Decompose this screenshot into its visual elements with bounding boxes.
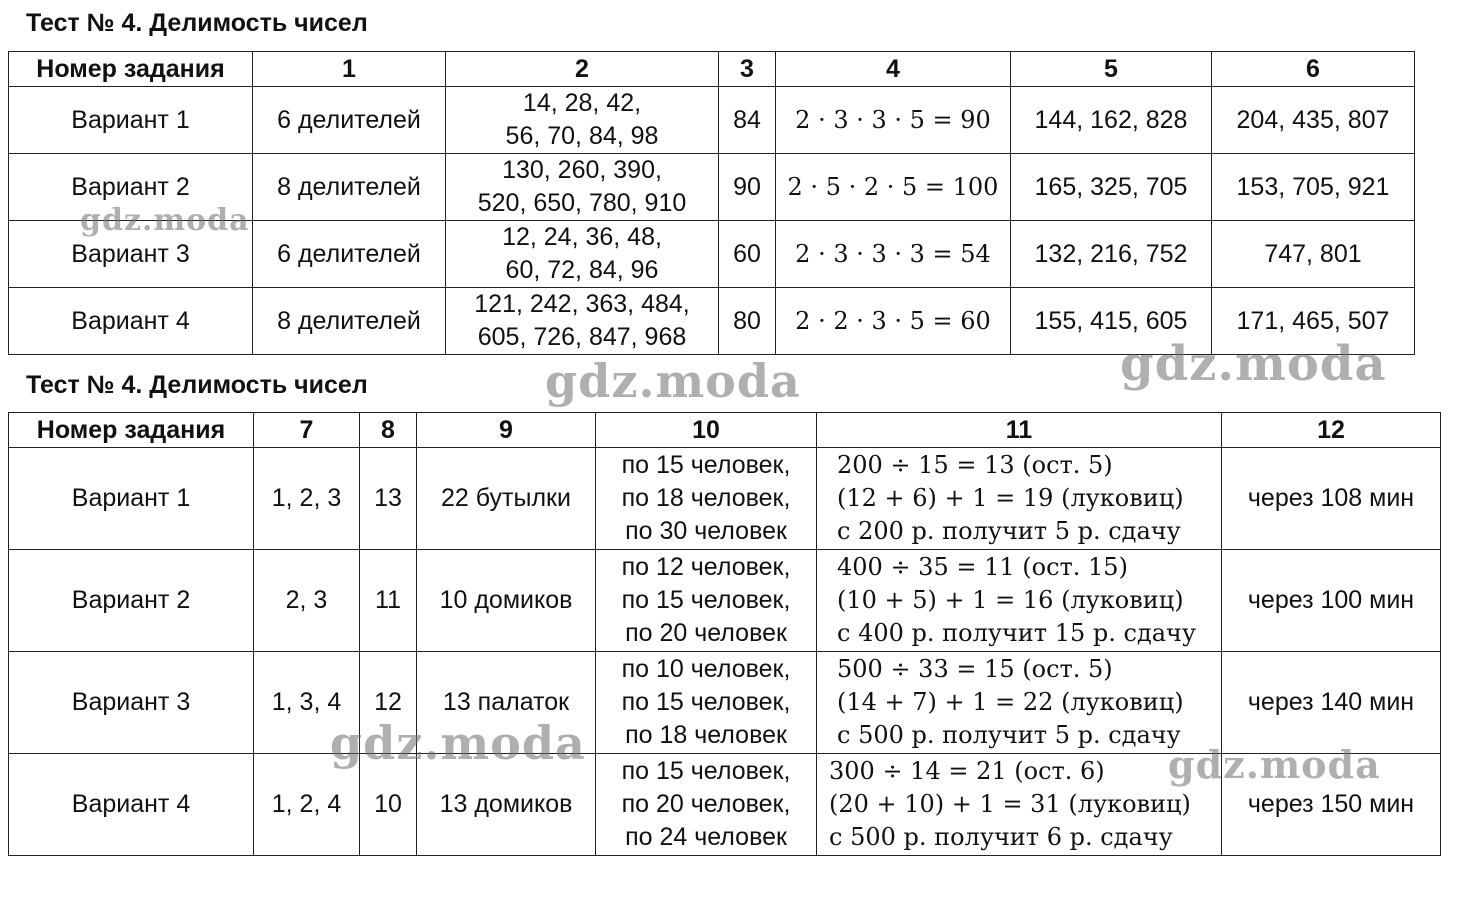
answer-cell: 132, 216, 752 (1011, 221, 1212, 288)
watermark-logo: gdz.moda (545, 354, 801, 408)
variant-cell: Вариант 4 (9, 288, 253, 355)
answer-cell: 747, 801 (1212, 221, 1415, 288)
answer-cell: через 100 мин (1222, 550, 1441, 652)
variant-cell: Вариант 1 (9, 87, 253, 154)
variant-cell: Вариант 2 (9, 550, 254, 652)
answer-cell: 84 (719, 87, 776, 154)
table-row (9, 87, 1415, 154)
answer-cell: через 140 мин (1222, 652, 1441, 754)
table-row (9, 550, 1441, 652)
answer-cell: 6 делителей (253, 87, 446, 154)
answers-table-2 (8, 412, 1441, 856)
answer-cell: по 12 человек, по 15 человек, по 20 человек (596, 550, 817, 652)
watermark-logo: gdz.moda (80, 203, 250, 238)
answer-cell: 300 ÷ 14 = 21 (ост. 6) (20 + 10) + 1 = 31 (луковиц) с 500 р. получит 6 р. сдачу (817, 754, 1222, 856)
answer-cell: 204, 435, 807 (1212, 87, 1415, 154)
header-cell: 10 (596, 413, 817, 448)
header-cell: 11 (817, 413, 1222, 448)
answer-cell: 2 · 3 · 3 · 5 = 90 (776, 87, 1011, 154)
answer-cell: 1, 2, 3 (254, 448, 360, 550)
table-header-row (9, 413, 1441, 448)
variant-cell: Вариант 2 (9, 154, 253, 221)
answer-cell: по 15 человек, по 18 человек, по 30 человек (596, 448, 817, 550)
table-header-row (9, 52, 1415, 87)
header-cell: Номер задания (9, 413, 254, 448)
table-row (9, 288, 1415, 355)
table-row (9, 448, 1441, 550)
header-cell: 12 (1222, 413, 1441, 448)
header-cell: 8 (360, 413, 417, 448)
answer-cell: 6 делителей (253, 221, 446, 288)
table-row (9, 754, 1441, 856)
section-title: Тест № 4. Делимость чисел (26, 371, 368, 399)
variant-cell: Вариант 4 (9, 754, 254, 856)
header-cell: 9 (417, 413, 596, 448)
answer-cell: через 108 мин (1222, 448, 1441, 550)
answer-cell: 8 делителей (253, 154, 446, 221)
answer-cell: 153, 705, 921 (1212, 154, 1415, 221)
answer-cell: 80 (719, 288, 776, 355)
header-cell: 5 (1011, 52, 1212, 87)
watermark-logo: gdz.moda (330, 716, 586, 770)
header-cell: 4 (776, 52, 1011, 87)
answer-cell: 171, 465, 507 (1212, 288, 1415, 355)
answer-cell: 2 · 3 · 3 · 3 = 54 (776, 221, 1011, 288)
answer-cell: 13 домиков (417, 754, 596, 856)
answer-cell: 130, 260, 390, 520, 650, 780, 910 (446, 154, 719, 221)
answer-cell: по 15 человек, по 20 человек, по 24 человек (596, 754, 817, 856)
answer-cell: 60 (719, 221, 776, 288)
answer-cell: 1, 2, 4 (254, 754, 360, 856)
answer-cell: 200 ÷ 15 = 13 (ост. 5) (12 + 6) + 1 = 19 (луковиц) с 200 р. получит 5 р. сдачу (817, 448, 1222, 550)
answers-table-1 (8, 51, 1415, 355)
watermark-logo: gdz.moda (1120, 336, 1387, 392)
answer-cell: 165, 325, 705 (1011, 154, 1212, 221)
watermark-logo: gdz.moda (1168, 742, 1381, 787)
answer-cell: 12 (360, 652, 417, 754)
answer-cell: 22 бутылки (417, 448, 596, 550)
answer-cell: 2, 3 (254, 550, 360, 652)
answer-cell: по 10 человек, по 15 человек, по 18 человек (596, 652, 817, 754)
answer-cell: через 150 мин (1222, 754, 1441, 856)
table-row (9, 221, 1415, 288)
header-cell: 1 (253, 52, 446, 87)
variant-cell: Вариант 3 (9, 221, 253, 288)
answer-cell: 500 ÷ 33 = 15 (ост. 5) (14 + 7) + 1 = 22 (луковиц) с 500 р. получит 5 р. сдачу (817, 652, 1222, 754)
answer-cell: 400 ÷ 35 = 11 (ост. 15) (10 + 5) + 1 = 16 (луковиц) с 400 р. получит 15 р. сдачу (817, 550, 1222, 652)
answer-cell: 1, 3, 4 (254, 652, 360, 754)
answer-cell: 13 (360, 448, 417, 550)
answer-cell: 90 (719, 154, 776, 221)
answer-cell: 11 (360, 550, 417, 652)
answer-cell: 10 (360, 754, 417, 856)
page-title: Тест № 4. Делимость чисел (26, 9, 368, 37)
answer-cell: 144, 162, 828 (1011, 87, 1212, 154)
answer-cell: 155, 415, 605 (1011, 288, 1212, 355)
header-cell: 6 (1212, 52, 1415, 87)
table-row (9, 154, 1415, 221)
answer-cell: 12, 24, 36, 48, 60, 72, 84, 96 (446, 221, 719, 288)
variant-cell: Вариант 3 (9, 652, 254, 754)
answer-cell: 121, 242, 363, 484, 605, 726, 847, 968 (446, 288, 719, 355)
header-cell: 7 (254, 413, 360, 448)
header-cell: 2 (446, 52, 719, 87)
answer-cell: 14, 28, 42, 56, 70, 84, 98 (446, 87, 719, 154)
answer-cell: 2 · 2 · 3 · 5 = 60 (776, 288, 1011, 355)
answer-cell: 8 делителей (253, 288, 446, 355)
answer-cell: 13 палаток (417, 652, 596, 754)
variant-cell: Вариант 1 (9, 448, 254, 550)
header-cell: 3 (719, 52, 776, 87)
header-cell: Номер задания (9, 52, 253, 87)
table-row (9, 652, 1441, 754)
answer-cell: 2 · 5 · 2 · 5 = 100 (776, 154, 1011, 221)
answer-cell: 10 домиков (417, 550, 596, 652)
